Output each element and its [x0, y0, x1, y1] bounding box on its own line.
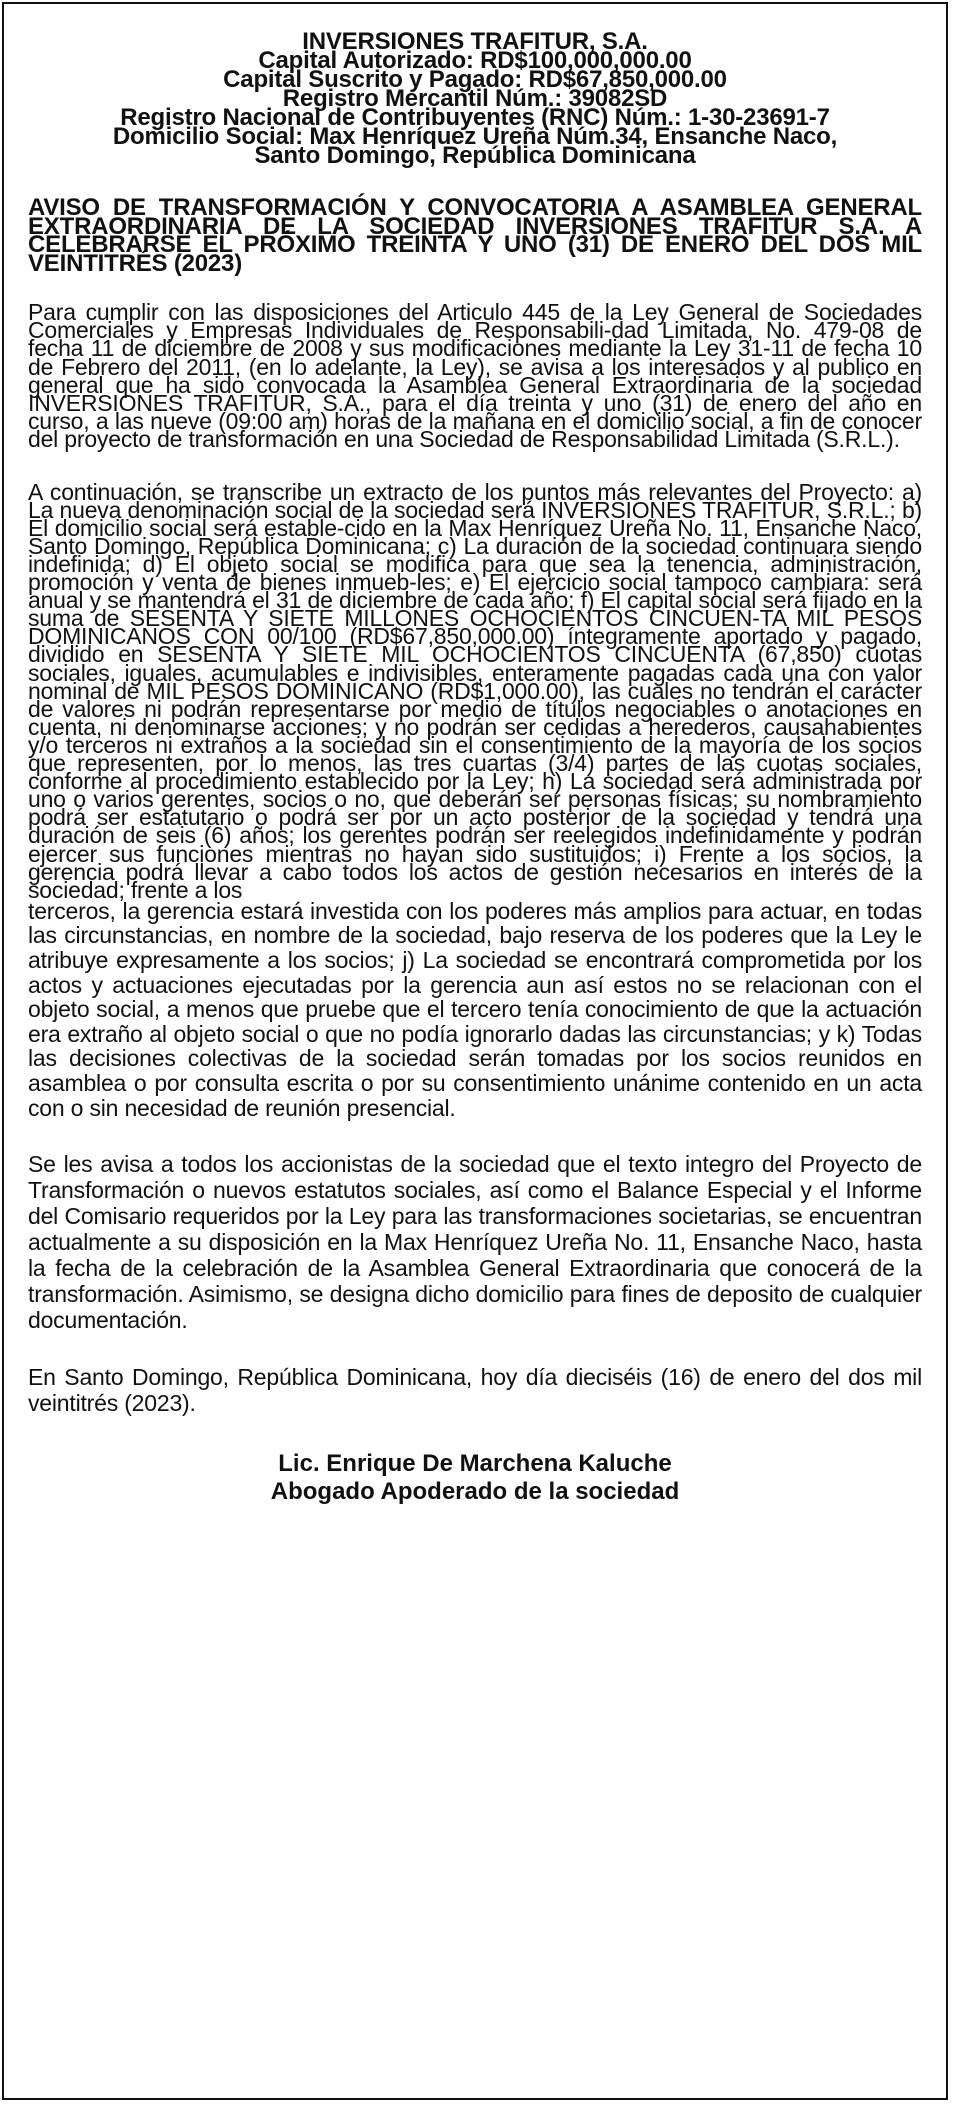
address-line-1: Domicilio Social: Max Henríquez Ureña Núm.34, Ensanche Naco,: [112, 123, 838, 150]
signatory-name: Lic. Enrique De Marchena Kaluche: [278, 1450, 672, 1478]
legal-notice: [2, 2, 948, 2100]
signature-block: [28, 1450, 922, 1506]
capital-authorized: Capital Autorizado: RD$100,000,000.00: [258, 47, 692, 74]
notice-title: AVISO DE TRANSFORMACIÓN Y CONVOCATORIA A ASAMBLEA GENERAL EXTRAORDINARIA DE LA SOCIEDAD INVERSIONES TRAFITUR S.A. A CELEBRARSE EL PRÓXIMO TREINTA Y UNO (31) DE ENERO DEL DOS MIL VEINTITRÉS (2023): [28, 194, 922, 277]
capital-subscribed: Capital Suscrito y Pagado: RD$67,850,000.00: [223, 66, 727, 93]
company-name: INVERSIONES TRAFITUR, S.A.: [302, 28, 648, 55]
paragraph-date-place: En Santo Domingo, República Dominicana, hoy día dieciséis (16) de enero del dos mil veintitrés (2023).: [28, 1364, 922, 1417]
paragraph-project-extract: A continuación, se transcribe un extracto de los puntos más relevantes del Proyecto: a) La nueva denominación social de la sociedad será INVERSIONES TRAFITUR, S.R.L.; b) El domicilio social será estable-cido en la Max Henríquez Ureña No. 11, Ensanche Naco, Santo Domingo, República Dominicana; c) La duración de la sociedad continuara siendo indefinida; d) El objeto social se modifica para que sea la tenencia, administración, promoción y venta de bienes inmueb-les; e) El ejercicio social tampoco cambiara: será anual y se mantendrá el 31 de diciembre de cada año; f) El capital social será fijado en la suma de SESENTA Y SIETE MILLONES OCHOCIENTOS CINCUEN-TA MIL PESOS DOMINICANOS CON 00/100 (RD$67,850,000.00) íntegramente aportado y pagado, dividido en SESENTA Y SIETE MIL OCHOCIENTOS CINCUENTA (67,850) cuotas sociales, iguales, acumulables e indivisibles, enteramente pagadas cada una con valor nominal de MIL PESOS DOMINICANO (RD$1,000.00), las cuales no tendrán el carácter de valores ni podrán representarse por medio de títulos negociables o anotaciones en cuenta, ni denominarse acciones; y no podrán ser cedidas a herederos, causahabientes y/o terceros ni extraños a la sociedad sin el consentimiento de la mayoría de los socios que representen, por lo menos, las tres cuartas (3/4) partes de las cuotas sociales, conforme al procedimiento establecido por la Ley; h) La sociedad será administrada por uno o varios gerentes, socios o no, que deberán ser personas físicas; su nombramiento podrá ser estatutario o podrá ser por un acto posterior de la sociedad y tendrá una duración de seis (6) años; los gerentes podrán ser reelegidos indefinidamente y podrán ejercer sus funciones mientras no hayan sido sustituidos; i) Frente a los socios, la gerencia podrá llevar a cabo todos los actos de gestión necesarios en interés de la sociedad; frente a los: [28, 478, 922, 903]
paragraph-project-extract-continued: terceros, la gerencia estará investida con los poderes más amplios para actuar, en todas las circunstancias, en nombre de la sociedad, bajo reserva de los poderes que la Ley le atribuye expresamente a los socios; j) La sociedad se encontrará comprometida por los actos y actuaciones ejecutadas por la gerencia aun así estos no se relacionan con el objeto social, a menos que pruebe que el tercero tenía conocimiento de que la actuación era extraño al objeto social o que no podía ignorarlo dadas las circunstancias; y k) Todas las decisiones colectivas de la sociedad serán tomadas por los socios reunidos en asamblea o por consulta escrita o por su consentimiento unánime contenido en un acta con o sin necesidad de reunión presencial.: [28, 897, 922, 1121]
address-line-2: Santo Domingo, República Dominicana: [254, 142, 696, 169]
mercantile-registry: Registro Mercantil Núm.: 39082SD: [282, 85, 668, 112]
rnc-number: Registro Nacional de Contribuyentes (RNC) Núm.: 1-30-23691-7: [120, 104, 830, 131]
paragraph-convocation: Para cumplir con las disposiciones del Articulo 445 de la Ley General de Sociedades Comerciales y Empresas Individuales de Responsabili-dad Limitada, No. 479-08 de fecha 11 de diciembre de 2008 y sus modificaciones mediante la Ley 31-11 de fecha 10 de Febrero del 2011, (en lo adelante, la Ley), se avisa a los interesados y al publico en general que ha sido convocada la Asamblea General Extraordinaria de la sociedad INVERSIONES TRAFITUR, S.A., para el día treinta y uno (31) de enero del año en curso, a las nueve (09:00 am) horas de la mañana en el domicilio social, a fin de conocer del proyecto de transformación en una Sociedad de Responsabilidad Limitada (S.R.L.).: [28, 299, 922, 453]
paragraph-documents-availability: Se les avisa a todos los accionistas de la sociedad que el texto integro del Proyecto de Transformación o nuevos estatutos sociales, así como el Balance Especial y el Informe del Comisario requeridos por la Ley para las transformaciones societarias, se encuentran actualmente a su disposición en la Max Henríquez Ureña No. 11, Ensanche Naco, hasta la fecha de la celebración de la Asamblea General Extraordinaria que conocerá de la transformación. Asimismo, se designa dicho domicilio para fines de deposito de cualquier documentación.: [28, 1151, 922, 1334]
company-header: [28, 28, 922, 169]
signatory-role: Abogado Apoderado de la sociedad: [270, 1478, 680, 1506]
